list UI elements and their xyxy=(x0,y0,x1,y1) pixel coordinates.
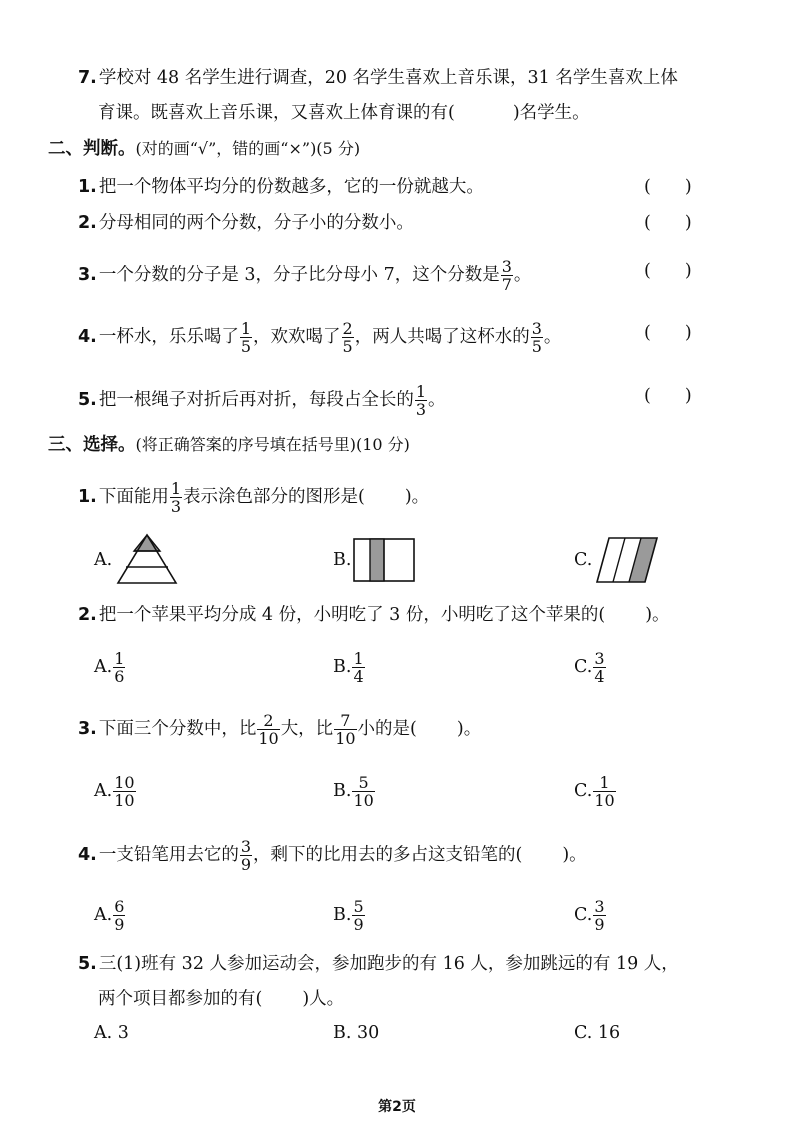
q7-line2 xyxy=(98,100,590,126)
judge-4-answer[interactable]: ( ) xyxy=(644,323,692,343)
choice-2-option-b[interactable]: B. $\frac{1}{4}$ xyxy=(333,649,364,686)
judge-item-3: 3. 一个分数的分子是 3，分子比分母小 7，这个分数是 $\frac{3}{7}$ 。 xyxy=(78,257,532,294)
judge-1-number: 1. xyxy=(78,177,97,197)
q7-line1 xyxy=(78,65,678,91)
judge-2-answer[interactable]: ( ) xyxy=(644,213,692,233)
rectangle-figure xyxy=(353,538,417,584)
choice-1-option-c[interactable]: C. xyxy=(574,550,593,570)
choice-2-option-c[interactable]: C. $\frac{3}{4}$ xyxy=(574,649,605,686)
judge-4-fraction-3: $\frac{3}{5}$ xyxy=(531,319,542,356)
choice-4-number: 4. xyxy=(78,845,97,865)
choice-4-option-b[interactable]: B. $\frac{5}{9}$ xyxy=(333,897,364,934)
section2-note: (对的画“√”，错的画“×”)(5 分) xyxy=(135,139,361,158)
judge-3-fraction: $\frac{3}{7}$ xyxy=(501,257,512,294)
choice-5-option-b[interactable]: B. 30 xyxy=(333,1023,380,1043)
judge-3-text: 一个分数的分子是 3，分子比分母小 7，这个分数是 xyxy=(98,265,500,285)
choice-q3: 3. 下面三个分数中，比 $\frac{2}{10}$ 大，比 $\frac{7}{10}$ 小的是( )。 xyxy=(78,711,482,748)
judge-4-number: 4. xyxy=(78,327,97,347)
choice-5-option-c[interactable]: C. 16 xyxy=(574,1023,621,1043)
choice-q5-line2: 两个项目都参加的有( )人。 xyxy=(98,989,345,1009)
choice-q1: 1. 下面能用 $\frac{1}{3}$ 表示涂色部分的图形是( )。 xyxy=(78,479,430,516)
choice-1-fraction: $\frac{1}{3}$ xyxy=(170,479,182,516)
q7-text-2a: 育课。既喜欢上音乐课，又喜欢上体育课的有( xyxy=(98,103,455,123)
judge-item-4: 4. 一杯水，乐乐喝了 $\frac{1}{5}$ ，欢欢喝了 $\frac{2}{5}$ ，两人共喝了这杯水的 $\frac{3}{5}$ 。 xyxy=(78,319,562,356)
judge-item-2 xyxy=(78,210,414,236)
judge-4-fraction-1: $\frac{1}{5}$ xyxy=(240,319,252,356)
choice-3-option-b[interactable]: B. $\frac{5}{10}$ xyxy=(333,773,374,810)
judge-5-number: 5. xyxy=(78,390,97,410)
judge-3-number: 3. xyxy=(78,265,97,285)
choice-5-number: 5. xyxy=(78,954,97,974)
judge-5-fraction: $\frac{1}{3}$ xyxy=(415,382,427,419)
choice-3-option-a[interactable]: A. $\frac{10}{10}$ xyxy=(94,773,135,810)
choice-3-option-c[interactable]: C. $\frac{1}{10}$ xyxy=(574,773,615,810)
judge-item-5: 5. 把一根绳子对折后再对折，每段占全长的 $\frac{1}{3}$ 。 xyxy=(78,382,446,419)
choice-1-option-b[interactable]: B. xyxy=(333,550,352,570)
parallelogram-figure xyxy=(593,536,661,584)
choice-1-option-a[interactable]: A. xyxy=(94,550,113,570)
choice-2-number: 2. xyxy=(78,605,97,625)
judge-2-number: 2. xyxy=(78,213,97,233)
section3-note: (将正确答案的序号填在括号里)(10 分) xyxy=(135,435,410,454)
section2-title: 二、判断。 xyxy=(48,139,136,159)
judge-5-answer[interactable]: ( ) xyxy=(644,386,692,406)
q7-text-2b: )名学生。 xyxy=(512,103,590,123)
judge-4-fraction-2: $\frac{2}{5}$ xyxy=(342,319,353,356)
page-number: 第2页 xyxy=(378,1099,416,1115)
triangle-figure xyxy=(116,533,178,585)
section3-title: 三、选择。 xyxy=(48,435,136,455)
judge-2-text: 分母相同的两个分数，分子小的分数小。 xyxy=(98,213,414,233)
choice-4-option-a[interactable]: A. $\frac{6}{9}$ xyxy=(94,897,125,934)
choice-q4: 4. 一支铅笔用去它的 $\frac{3}{9}$ ，剩下的比用去的多占这支铅笔的( )。 xyxy=(78,837,587,874)
choice-2-option-a[interactable]: A. $\frac{1}{6}$ xyxy=(94,649,125,686)
choice-4-option-c[interactable]: C. $\frac{3}{9}$ xyxy=(574,897,605,934)
choice-q2: 2. 把一个苹果平均分成 4 份，小明吃了 3 份，小明吃了这个苹果的( )。 xyxy=(78,605,670,625)
choice-q5-line1: 5. 三(1)班有 32 人参加运动会，参加跑步的有 16 人，参加跳远的有 19 人， xyxy=(78,954,679,974)
choice-1-number: 1. xyxy=(78,487,97,507)
q7-number: 7. xyxy=(78,68,97,88)
choice-5-option-a[interactable]: A. 3 xyxy=(94,1023,129,1043)
choice-3-number: 3. xyxy=(78,719,97,739)
judge-3-answer[interactable]: ( ) xyxy=(644,261,692,281)
judge-1-text: 把一个物体平均分的份数越多，它的一份就越大。 xyxy=(98,177,484,197)
judge-1-answer[interactable]: ( ) xyxy=(644,177,692,197)
section3-header xyxy=(48,432,410,458)
judge-item-1 xyxy=(78,174,484,200)
section2-header xyxy=(48,136,360,162)
q7-text-1: 学校对 48 名学生进行调查，20 名学生喜欢上音乐课，31 名学生喜欢上体 xyxy=(98,68,678,88)
